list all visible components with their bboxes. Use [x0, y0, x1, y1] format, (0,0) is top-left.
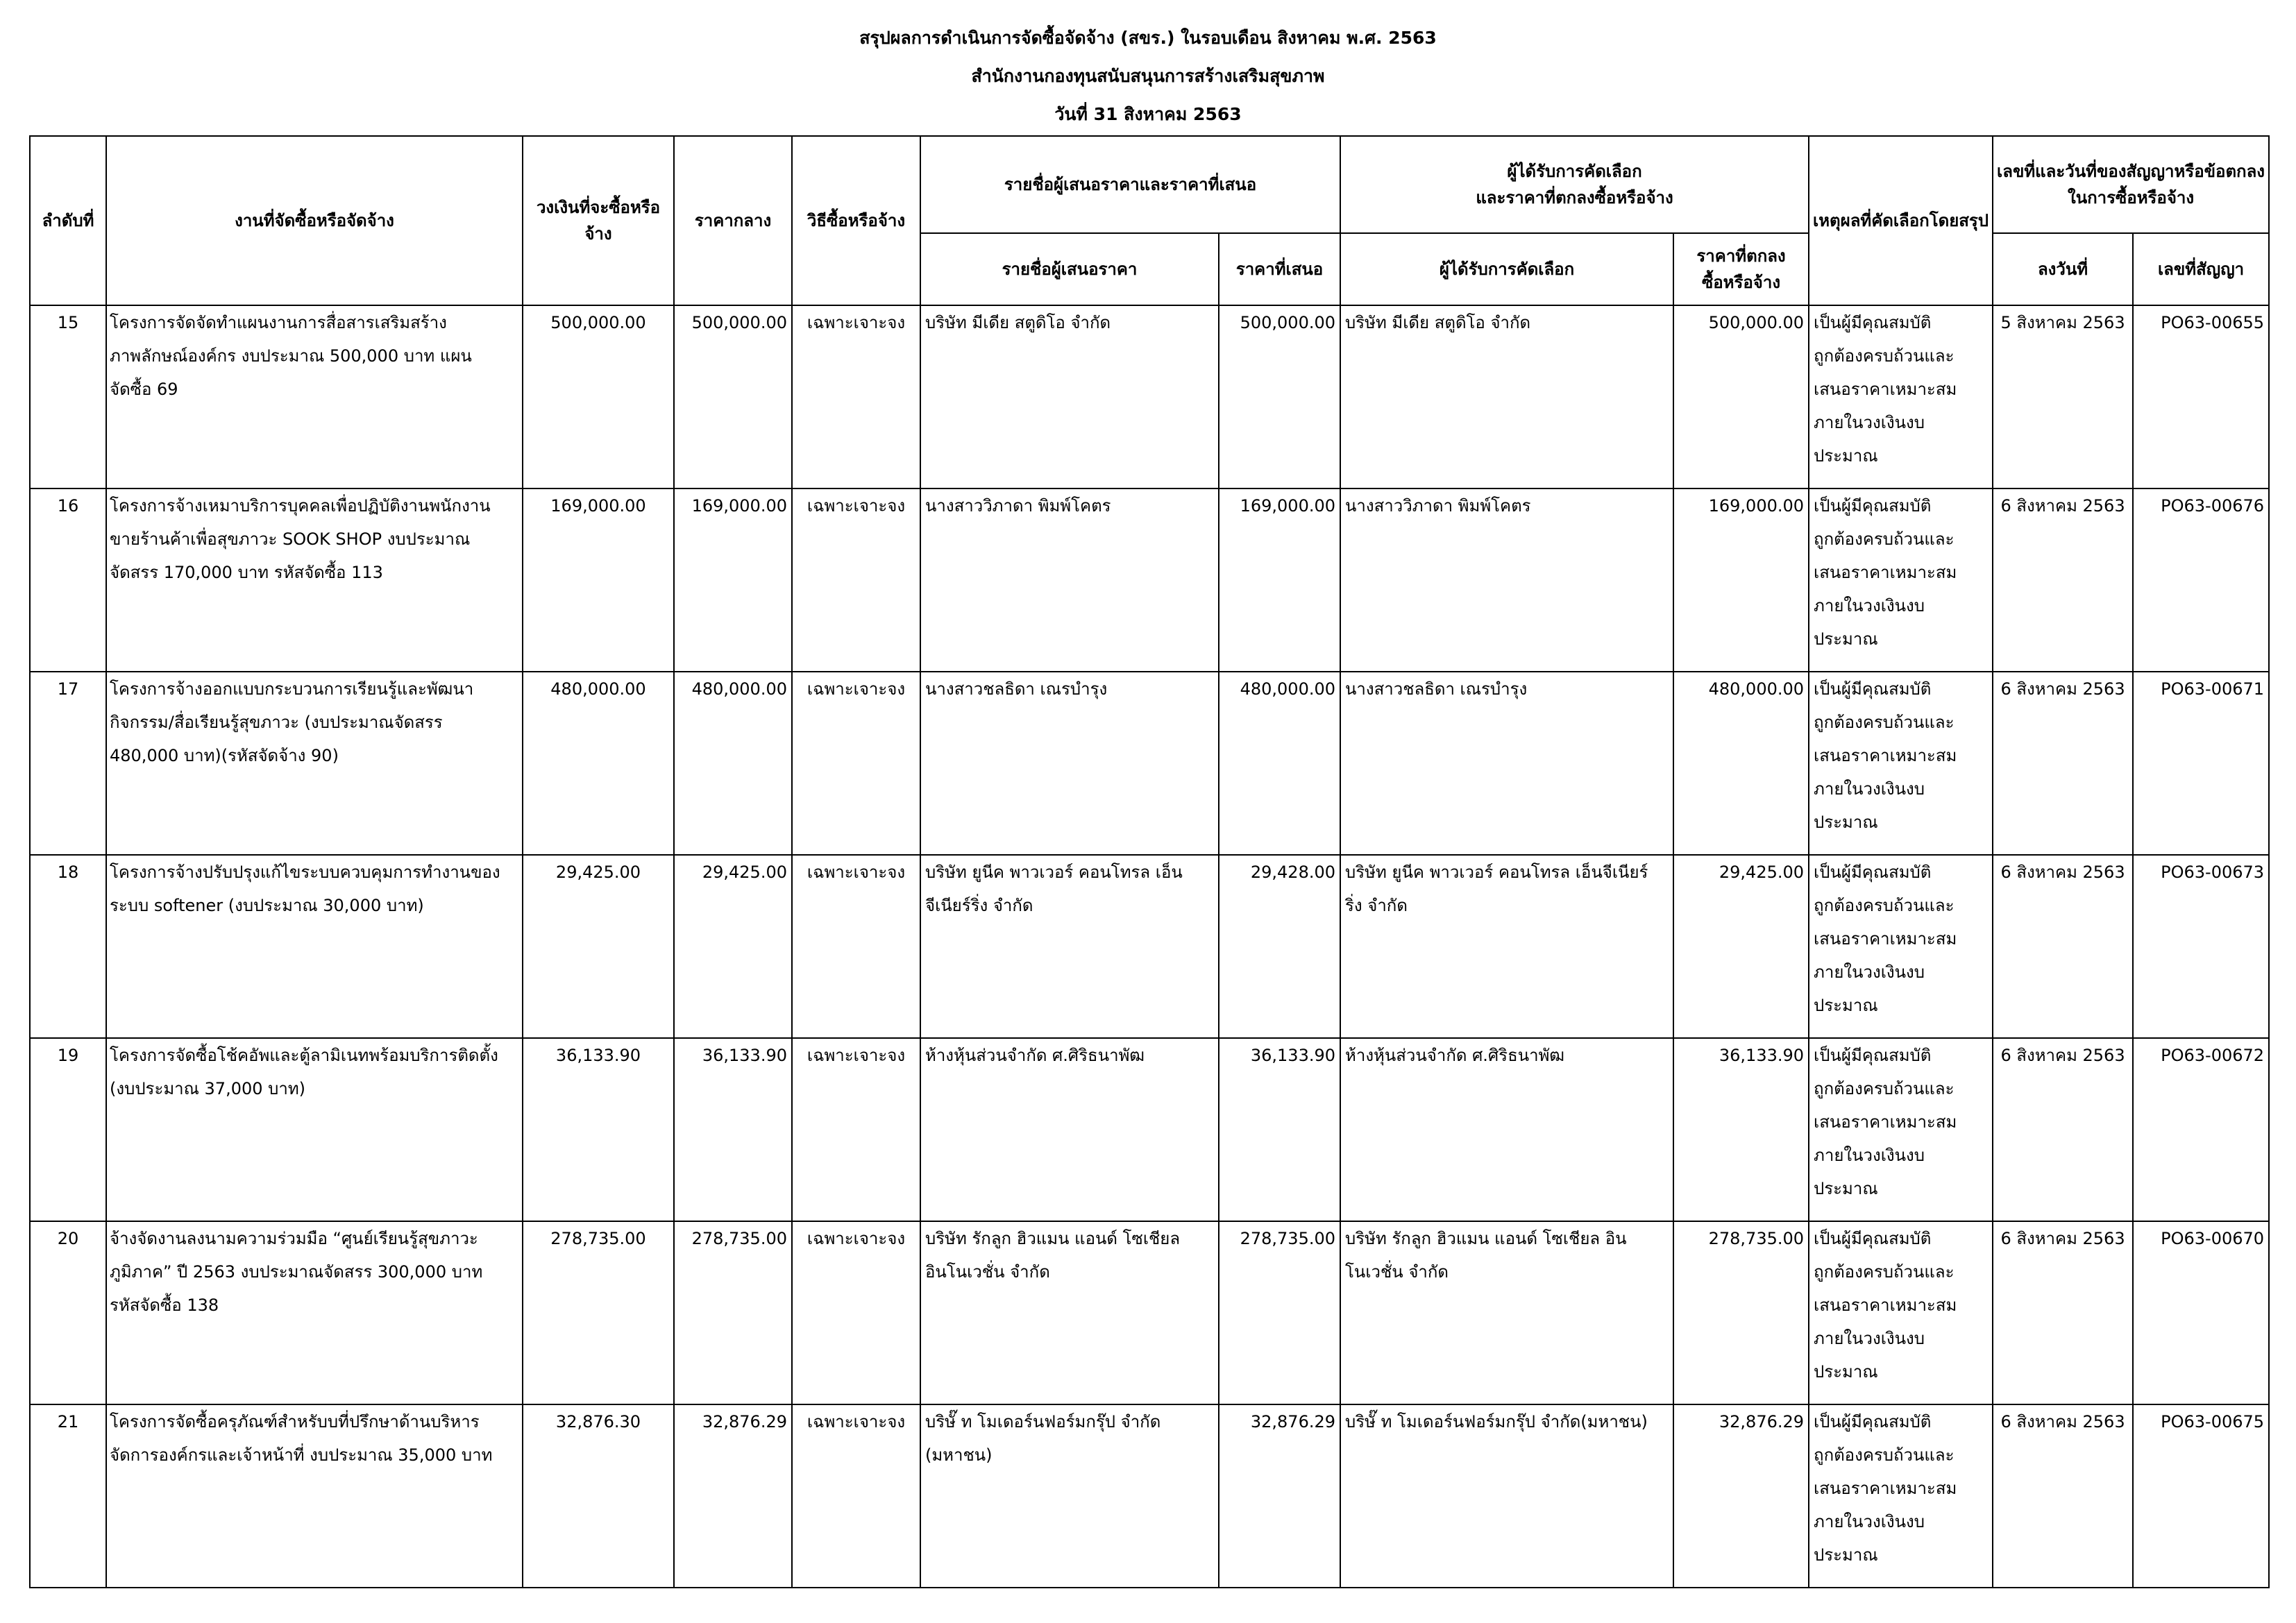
table-row — [30, 488, 2269, 672]
cell-project: จ้างจัดงานลงนามความร่วมมือ “ศูนย์เรียนรู้สุขภาวะ ภูมิภาค” ปี 2563 งบประมาณจัดสรร 300,000 บาท รหัสจัดซื้อ 138 — [106, 1221, 523, 1404]
report-title: สรุปผลการดำเนินการจัดซื้อจัดจ้าง (สขร.) ในรอบเดือน สิงหาคม พ.ศ. 2563 — [859, 28, 1437, 48]
cell-method: เฉพาะเจาะจง — [792, 1221, 920, 1404]
cell-date: 6 สิงหาคม 2563 — [1993, 488, 2133, 672]
col-header-median: ราคากลาง — [674, 136, 792, 305]
cell-selected: บริษัท รักลูก ฮิวแมน แอนด์ โซเชียล อิน โนเวชั่น จำกัด — [1340, 1221, 1673, 1404]
cell-no: 20 — [30, 1221, 106, 1404]
cell-method: เฉพาะเจาะจง — [792, 672, 920, 855]
cell-method: เฉพาะเจาะจง — [792, 1404, 920, 1588]
cell-selected: บริษัท ยูนีค พาวเวอร์ คอนโทรล เอ็นจีเนียร์ ริ่ง จำกัด — [1340, 855, 1673, 1038]
cell-budget: 278,735.00 — [523, 1221, 674, 1404]
cell-bidder: บริษัท ยูนีค พาวเวอร์ คอนโทรล เอ็น จีเนียร์ริ่ง จำกัด — [920, 855, 1219, 1038]
col-header-bidders-group: รายชื่อผู้เสนอราคาและราคาที่เสนอ — [920, 136, 1340, 233]
cell-median: 32,876.29 — [674, 1404, 792, 1588]
cell-method: เฉพาะเจาะจง — [792, 1038, 920, 1221]
cell-median: 278,735.00 — [674, 1221, 792, 1404]
cell-date: 6 สิงหาคม 2563 — [1993, 1221, 2133, 1404]
cell-contract-no: PO63-00670 — [2133, 1221, 2269, 1404]
cell-selected: นางสาววิภาดา พิมพ์โคตร — [1340, 488, 1673, 672]
cell-median: 500,000.00 — [674, 305, 792, 488]
cell-no: 16 — [30, 488, 106, 672]
cell-median: 29,425.00 — [674, 855, 792, 1038]
cell-reason: เป็นผู้มีคุณสมบัติ ถูกต้องครบถ้วนและ เสนอราคาเหมาะสม ภายในวงเงินงบประมาณ — [1809, 1404, 1993, 1588]
cell-bidder: ห้างหุ้นส่วนจำกัด ศ.ศิริธนาพัฒ — [920, 1038, 1219, 1221]
col-header-project: งานที่จัดซื้อหรือจัดจ้าง — [106, 136, 523, 305]
cell-budget: 500,000.00 — [523, 305, 674, 488]
col-header-bidder-name: รายชื่อผู้เสนอราคา — [920, 233, 1219, 305]
cell-bid-price: 36,133.90 — [1219, 1038, 1340, 1221]
cell-budget: 480,000.00 — [523, 672, 674, 855]
col-header-contract-no: เลขที่สัญญา — [2133, 233, 2269, 305]
cell-bid-price: 169,000.00 — [1219, 488, 1340, 672]
cell-selected: บริษัท มีเดีย สตูดิโอ จำกัด — [1340, 305, 1673, 488]
table-row — [30, 305, 2269, 488]
col-header-budget: วงเงินที่จะซื้อหรือจ้าง — [523, 136, 674, 305]
report-agency: สำนักงานกองทุนสนับสนุนการสร้างเสริมสุขภาพ — [971, 66, 1325, 86]
cell-agreed-price: 500,000.00 — [1673, 305, 1809, 488]
cell-agreed-price: 32,876.29 — [1673, 1404, 1809, 1588]
cell-no: 18 — [30, 855, 106, 1038]
cell-no: 21 — [30, 1404, 106, 1588]
cell-project: โครงการจ้างปรับปรุงแก้ไขระบบควบคุมการทำงานของ ระบบ softener (งบประมาณ 30,000 บาท) — [106, 855, 523, 1038]
cell-reason: เป็นผู้มีคุณสมบัติ ถูกต้องครบถ้วนและ เสนอราคาเหมาะสม ภายในวงเงินงบประมาณ — [1809, 1038, 1993, 1221]
cell-method: เฉพาะเจาะจง — [792, 855, 920, 1038]
cell-agreed-price: 169,000.00 — [1673, 488, 1809, 672]
cell-date: 6 สิงหาคม 2563 — [1993, 855, 2133, 1038]
cell-no: 19 — [30, 1038, 106, 1221]
cell-budget: 32,876.30 — [523, 1404, 674, 1588]
table-row — [30, 1038, 2269, 1221]
cell-reason: เป็นผู้มีคุณสมบัติ ถูกต้องครบถ้วนและ เสนอราคาเหมาะสม ภายในวงเงินงบประมาณ — [1809, 488, 1993, 672]
col-header-method: วิธีซื้อหรือจ้าง — [792, 136, 920, 305]
col-header-contract-group: เลขที่และวันที่ของสัญญาหรือข้อตกลงในการซื้อหรือจ้าง — [1993, 136, 2269, 233]
cell-no: 15 — [30, 305, 106, 488]
cell-bidder: บริษัท รักลูก ฮิวแมน แอนด์ โซเชียล อินโนเวชั่น จำกัด — [920, 1221, 1219, 1404]
cell-bidder: บริษั๊ ท โมเดอร์นฟอร์มกรุ๊ป จำกัด (มหาชน) — [920, 1404, 1219, 1588]
cell-budget: 169,000.00 — [523, 488, 674, 672]
cell-contract-no: PO63-00671 — [2133, 672, 2269, 855]
cell-reason: เป็นผู้มีคุณสมบัติ ถูกต้องครบถ้วนและ เสนอราคาเหมาะสม ภายในวงเงินงบประมาณ — [1809, 1221, 1993, 1404]
cell-contract-no: PO63-00673 — [2133, 855, 2269, 1038]
cell-date: 6 สิงหาคม 2563 — [1993, 1038, 2133, 1221]
cell-agreed-price: 36,133.90 — [1673, 1038, 1809, 1221]
cell-project: โครงการจัดซื้อครุภัณฑ์สำหรับบที่ปรึกษาด้านบริหาร จัดการองค์กรและเจ้าหน้าที่ งบประมาณ 35,000 บาท — [106, 1404, 523, 1588]
col-header-bid-price: ราคาที่เสนอ — [1219, 233, 1340, 305]
cell-agreed-price: 29,425.00 — [1673, 855, 1809, 1038]
cell-project: โครงการจัดจัดทำแผนงานการสื่อสารเสริมสร้าง ภาพลักษณ์องค์กร งบประมาณ 500,000 บาท แผน จัดซื้อ 69 — [106, 305, 523, 488]
cell-reason: เป็นผู้มีคุณสมบัติ ถูกต้องครบถ้วนและ เสนอราคาเหมาะสม ภายในวงเงินงบประมาณ — [1809, 855, 1993, 1038]
cell-bidder: นางสาวชลธิดา เณรบำรุง — [920, 672, 1219, 855]
cell-selected: บริษั๊ ท โมเดอร์นฟอร์มกรุ๊ป จำกัด(มหาชน) — [1340, 1404, 1673, 1588]
cell-no: 17 — [30, 672, 106, 855]
col-header-selected-name: ผู้ได้รับการคัดเลือก — [1340, 233, 1673, 305]
cell-selected: นางสาวชลธิดา เณรบำรุง — [1340, 672, 1673, 855]
cell-method: เฉพาะเจาะจง — [792, 488, 920, 672]
cell-project: โครงการจ้างเหมาบริการบุคคลเพื่อปฏิบัติงานพนักงาน ขายร้านค้าเพื่อสุขภาวะ SOOK SHOP งบประมาณ จัดสรร 170,000 บาท รหัสจัดซื้อ 113 — [106, 488, 523, 672]
col-header-date: ลงวันที่ — [1993, 233, 2133, 305]
cell-date: 5 สิงหาคม 2563 — [1993, 305, 2133, 488]
procurement-table — [29, 135, 2270, 1588]
cell-reason: เป็นผู้มีคุณสมบัติ ถูกต้องครบถ้วนและ เสนอราคาเหมาะสม ภายในวงเงินงบประมาณ — [1809, 672, 1993, 855]
col-header-selected-group: ผู้ได้รับการคัดเลือก และราคาที่ตกลงซื้อหรือจ้าง — [1340, 136, 1809, 233]
cell-agreed-price: 480,000.00 — [1673, 672, 1809, 855]
cell-median: 480,000.00 — [674, 672, 792, 855]
cell-budget: 29,425.00 — [523, 855, 674, 1038]
cell-bidder: บริษัท มีเดีย สตูดิโอ จำกัด — [920, 305, 1219, 488]
cell-contract-no: PO63-00672 — [2133, 1038, 2269, 1221]
cell-contract-no: PO63-00676 — [2133, 488, 2269, 672]
table-row — [30, 672, 2269, 855]
col-header-no: ลำดับที่ — [30, 136, 106, 305]
cell-date: 6 สิงหาคม 2563 — [1993, 1404, 2133, 1588]
report-date: วันที่ 31 สิงหาคม 2563 — [1054, 104, 1242, 124]
cell-bid-price: 480,000.00 — [1219, 672, 1340, 855]
col-header-reason: เหตุผลที่คัดเลือกโดยสรุป — [1809, 136, 1993, 305]
cell-bid-price: 278,735.00 — [1219, 1221, 1340, 1404]
cell-bid-price: 29,428.00 — [1219, 855, 1340, 1038]
table-row — [30, 1404, 2269, 1588]
cell-project: โครงการจ้างออกแบบกระบวนการเรียนรู้และพัฒนา กิจกรรม/สื่อเรียนรู้สุขภาวะ (งบประมาณจัดสรร 480,000 บาท)(รหัสจัดจ้าง 90) — [106, 672, 523, 855]
table-row — [30, 1221, 2269, 1404]
cell-bid-price: 32,876.29 — [1219, 1404, 1340, 1588]
cell-median: 169,000.00 — [674, 488, 792, 672]
cell-method: เฉพาะเจาะจง — [792, 305, 920, 488]
cell-contract-no: PO63-00655 — [2133, 305, 2269, 488]
table-row — [30, 855, 2269, 1038]
cell-reason: เป็นผู้มีคุณสมบัติ ถูกต้องครบถ้วนและ เสนอราคาเหมาะสม ภายในวงเงินงบประมาณ — [1809, 305, 1993, 488]
cell-selected: ห้างหุ้นส่วนจำกัด ศ.ศิริธนาพัฒ — [1340, 1038, 1673, 1221]
cell-bidder: นางสาววิภาดา พิมพ์โคตร — [920, 488, 1219, 672]
cell-project: โครงการจัดซื้อโช้คอัพและตู้ลามิเนทพร้อมบริการติดตั้ง (งบประมาณ 37,000 บาท) — [106, 1038, 523, 1221]
cell-budget: 36,133.90 — [523, 1038, 674, 1221]
cell-agreed-price: 278,735.00 — [1673, 1221, 1809, 1404]
col-header-agreed-price: ราคาที่ตกลง ซื้อหรือจ้าง — [1673, 233, 1809, 305]
cell-date: 6 สิงหาคม 2563 — [1993, 672, 2133, 855]
cell-median: 36,133.90 — [674, 1038, 792, 1221]
cell-bid-price: 500,000.00 — [1219, 305, 1340, 488]
cell-contract-no: PO63-00675 — [2133, 1404, 2269, 1588]
